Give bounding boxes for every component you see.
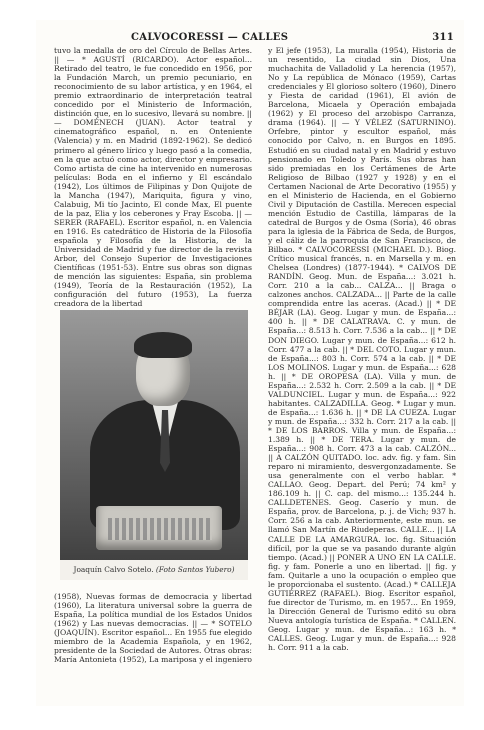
left-column-top-text [54,46,252,318]
photo-caption [60,560,248,580]
left-column-bottom-text [54,592,252,700]
right-column-text [268,46,456,698]
portrait-photo [60,310,248,580]
page-number: 311 [432,32,454,43]
running-header [36,32,464,46]
header-title: CALVOCORESSI — CALLES [131,32,289,43]
caption-name: Joaquín Calvo Sotelo. [73,565,154,574]
photo-hair [134,332,192,358]
paragraph: y El jefe (1953), La muralla (1954), Historia de un resentido, La ciudad sin Dios, Una muchachita de Valladolid y La herencia (1957), No y La república de Mónaco (1959), Cartas credenciales y El glorioso soltero (1960), Dinero y Fiesta de caridad (1961), El avión de Barcelona, Micaela y Operación embajada (1962) y El proceso del arzobispo Carranza, drama (1964). || — Y VÉLEZ (SATURNINO). Orfebre, pintor y escultor español, más conocido por Calvo, n. en Burgos en 1895. Estudió en su ciudad natal y en Madrid y estuvo pensionado en Toledo y París. Sus obras han sido premiadas en los Certámenes de Arte Religioso de Bilbao (1927 y 1928) y en el Certamen Nacional de Arte Decorativo (1955) y en el Ministerio de Hacienda, en el Gobierno Civil y Diputación de Castilla. Merecen especial mención Estudio de Castilla, lámparas de la catedral de Burgos y de Osma (Soria), 46 obras para la iglesia de la Fábrica de Seda, de Burgos, y el cáliz de la parroquia de San Francisco, de Bilbao. * CALVOCORESSI (MICHAEL D.). Biog. Crítico musical francés, n. en Marsella y m. en Chelsea (Londres) (1877-1944). * CALVOS DE RANDÍN. Geog. Mun. de España...: 3.021 h. Corr. 210 a la cab... CALZA... || Braga o calzones anchos. CALZADA... || Parte de la calle comprendida entre las aceras. (Acad.) || * DE BÉJAR (LA). Geog. Lugar y mun. de España...: 400 h. || * DE CALATRAVA. C. y mun. de España...: 8.513 h. Corr. 7.536 a la cab... || * DE DON DIEGO. Lugar y mun. de España...: 612 h. Corr. 477 a la cab. || * DEL COTO. Lugar y mun. de España...: 803 h. Corr. 574 a la cab. || * DE LOS MOLINOS. Lugar y mun. de España...: 628 h. || * DE OROPESA (LA). Villa y mun. de España...: 2.532 h. Corr. 2.509 a la cab. || * DE VALDUNCIEL. Lugar y mun. de España...: 922 habitantes. CALZADILLA. Geog. * Lugar y mun. de España...: 1.636 h. || * DE LA CUEZA. Lugar y mun. de España...: 332 h. Corr. 217 a la cab. || * DE LOS BARROS. Villa y mun. de España...: 1.389 h. || * DE TERA. Lugar y mun. de España...: 908 h. Corr. 473 a la cab. CALZÓN... || A CALZÓN QUITADO. loc. adv. fig. y fam. Sin reparo ni miramiento, desvergonzadamente. Se usa generalmente con el verbo hablar. * CALLAO. Geog. Depart. del Perú; 74 km² y 186.109 h. || C. cap. del mismo...: 135.244 h. CALLDETENES. Geog. Caserío y mun. de España, prov. de Barcelona, p. j. de Vich; 937 h. Corr. 256 a la cab. Anteriormente, este mun. se llamó San Martín de Riudeperas. CALLE... || LA CALLE DE LA AMARGURA. loc. fig. Situación difícil, por la que se va pasando durante algún tiempo. (Acad.) || PONER A UNO EN LA CALLE. fig. y fam. Ponerle a uno en libertad. || fig. y fam. Quitarle a uno la ocupación o empleo que le proporcionaba el sustento. (Acad.) * CALLEJA GUTIÉRREZ (RAFAEL). Biog. Escritor español, fue director de Turismo, m. en 1957... En 1959, la Dirección General de Turismo editó su obra Nueva antología turística de España. * CALLEN. Geog. Lugar y mun. de España...: 163 h. * CALLES. Geog. Lugar y mun. de España...: 928 h. Corr. 911 a la cab. [268,46,456,653]
book-page [36,20,464,706]
photo-typewriter-keys [108,518,212,540]
paragraph: (1958), Nuevas formas de democracia y libertad (1960), La literatura universal sobre la guerra de España, La política mundial de los Estados Unidos (1962) y Las nuevas democracias. || — * SOTELO (JOAQUÍN). Escritor español... En 1955 fue elegido miembro de la Academia Española, y en 1962, presidente de la Sociedad de Autores. Otras obras: María Antonieta (1952), La mariposa y el ingeniero [54,592,252,665]
paragraph: tuvo la medalla de oro del Círculo de Bellas Artes. || — * AGUSTÍ (RICARDO). Actor español... Retirado del teatro, le fue concedido en 1956, por la Fundación March, un premio pecuniario, en reconocimiento de su labor artística, y en 1964, el premio extraordinario de interpretación teatral concedido por el Ministerio de Información, distinción que, en lo sucesivo, llevará su nombre. || — DOMÉNECH (JUAN). Actor teatral y cinematográfico español, n. en Ontenientе (Valencia) y m. en Madrid (1892-1962). Se dedicó primero al género lírico y luego pasó a la comedia, en la que actuó como actor, director y empresario. Como artista de cine ha intervenido en numerosas películas: Boda en el infierno y El escándalo (1942), Los últimos de Filipinas y Don Quijote de la Mancha (1947), Mariquita, figura y vino, Calabuig, Mi tío Jacinto, El conde Max, El puente de la paz, Elia y los ceberones y Fray Escoba. || — SERER (RAFAEL). Escritor español, n. en Valencia en 1916. Es catedrático de Historia de la Filosofía española y Filosofía de la Historia, de la Universidad de Madrid y fue director de la revista Arbor, del Consejo Superior de Investigaciones Científicas (1951-53). Entre sus obras son dignas de mención las siguientes: España, sin problema (1949), Teoría de la Restauración (1952), La configuración del futuro (1953), La fuerza creadora de la libertad [54,46,252,309]
caption-credit: (Foto Santos Yubero) [155,565,235,574]
